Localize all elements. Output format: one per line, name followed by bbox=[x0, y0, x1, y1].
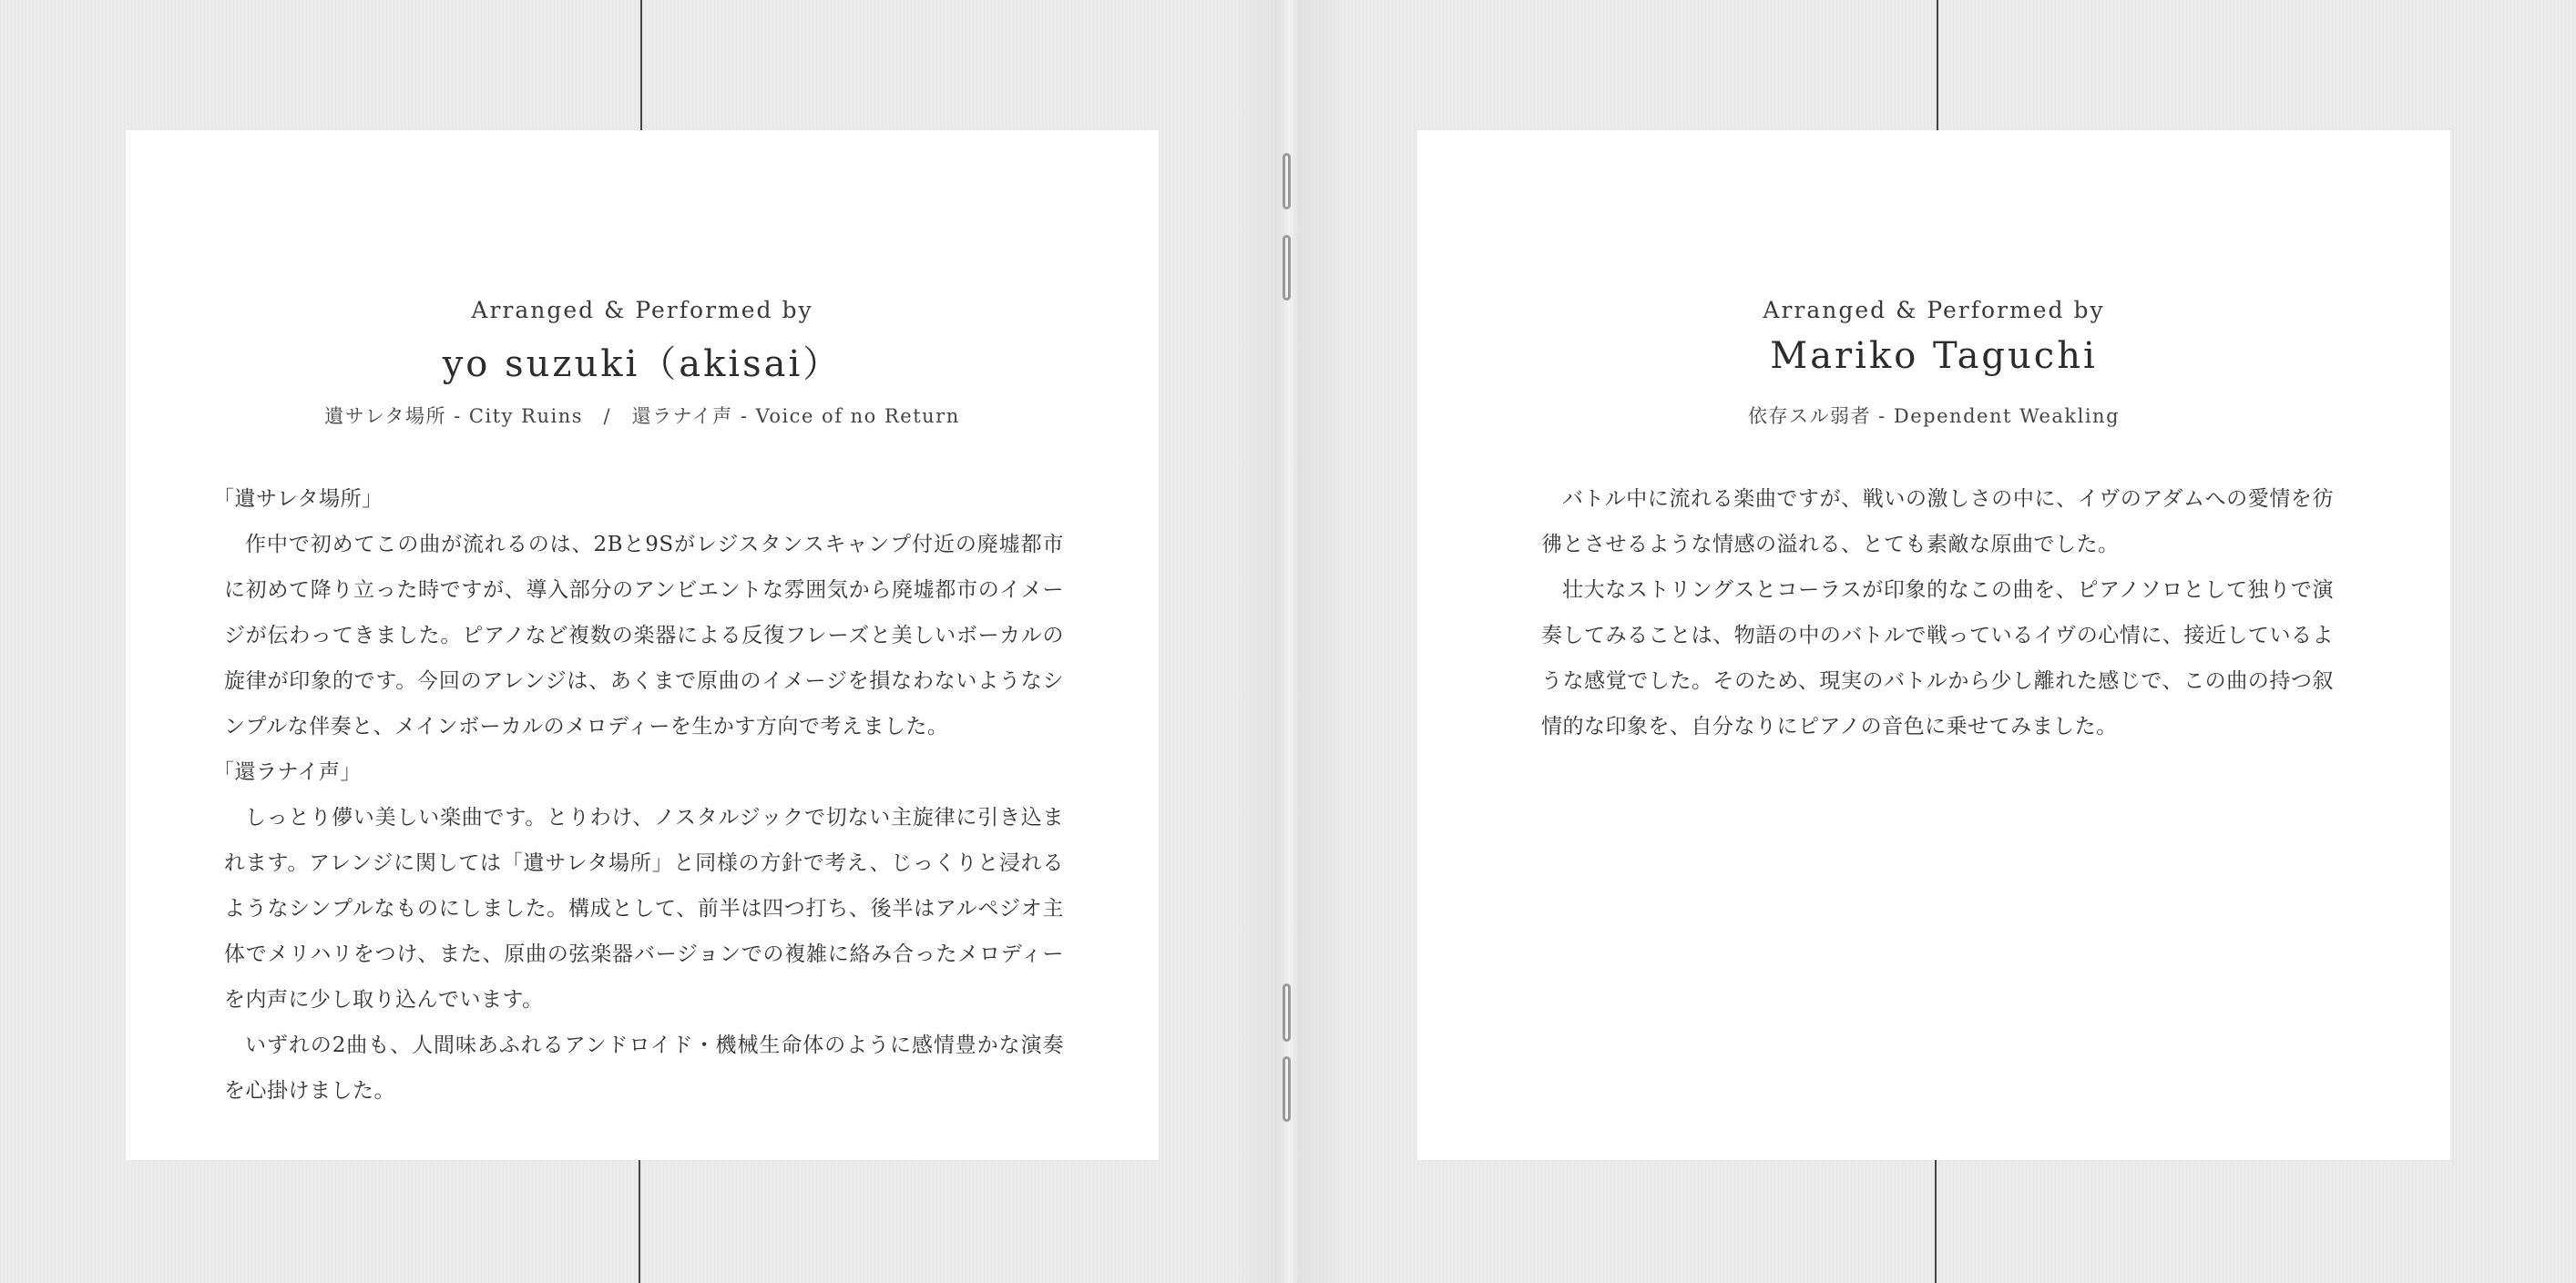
left-credit-eyebrow: Arranged & Performed by bbox=[471, 297, 813, 323]
left-paragraph-closing: いずれの2曲も、人間味あふれるアンドロイド・機械生命体のように感情豊かな演奏を心掛けました。 bbox=[224, 1034, 1064, 1103]
staple-lower-b bbox=[1283, 1056, 1291, 1122]
right-page bbox=[1417, 130, 2450, 1160]
staple-upper-a bbox=[1283, 153, 1291, 209]
right-body-text bbox=[1541, 476, 2334, 749]
staple-upper-b bbox=[1283, 235, 1291, 300]
right-artist-name: Mariko Taguchi bbox=[1770, 335, 2098, 377]
left-page bbox=[126, 130, 1159, 1160]
right-paragraph-intro: バトル中に流れる楽曲ですが、戦いの激しさの中に、イヴのアダムへの愛情を彷彿とさせるような情感の溢れる、とても素敵な原曲でした。 bbox=[1541, 487, 2334, 556]
left-song-titles: 遺サレタ場所 - City Ruins / 還ラナイ声 - Voice of no Return bbox=[324, 405, 960, 427]
left-paragraph-city-ruins: 作中で初めてこの曲が流れるのは、2Bと9Sがレジスタンスキャンプ付近の廃墟都市に初めて降り立った時ですが、導入部分のアンビエントな雰囲気から廃墟都市のイメージが伝わってきました。ピアノなど複数の楽器による反復フレーズと美しいボーカルの旋律が印象的です。今回のアレンジは、あくまで原曲のイメージを損なわないようなシンプルな伴奏と、メインボーカルのメロディーを生かす方向で考えました。 bbox=[224, 533, 1064, 738]
left-heading-voice-no-return: 「還ラナイ声」 bbox=[213, 760, 362, 784]
left-body-text bbox=[213, 476, 1065, 1114]
right-song-titles: 依存スル弱者 - Dependent Weakling bbox=[1747, 405, 2121, 427]
right-paragraph-piano-solo: 壮大なストリングスとコーラスが印象的なこの曲を、ピアノソロとして独りで演奏してみることは、物語の中のバトルで戦っているイヴの心情に、接近しているような感覚でした。そのため、現実のバトルから少し離れた感じで、この曲の持つ叙情的な印象を、自分なりにピアノの音色に乗せてみました。 bbox=[1541, 578, 2334, 738]
left-artist-name: yo suzuki（akisai） bbox=[442, 343, 843, 385]
staple-lower-a bbox=[1283, 983, 1291, 1042]
left-paragraph-voice-no-return: しっとり儚い美しい楽曲です。とりわけ、ノスタルジックで切ない主旋律に引き込まれます。アレンジに関しては「遺サレタ場所」と同様の方針で考え、じっくりと浸れるようなシンプルなものにしました。構成として、前半は四つ打ち、後半はアルペジオ主体でメリハリをつけ、また、原曲の弦楽器バージョンでの複雑に絡み合ったメロディーを内声に少し取り込んでいます。 bbox=[224, 806, 1065, 1012]
left-heading-city-ruins: 「遺サレタ場所」 bbox=[213, 487, 383, 511]
right-credit-eyebrow: Arranged & Performed by bbox=[1763, 297, 2105, 323]
